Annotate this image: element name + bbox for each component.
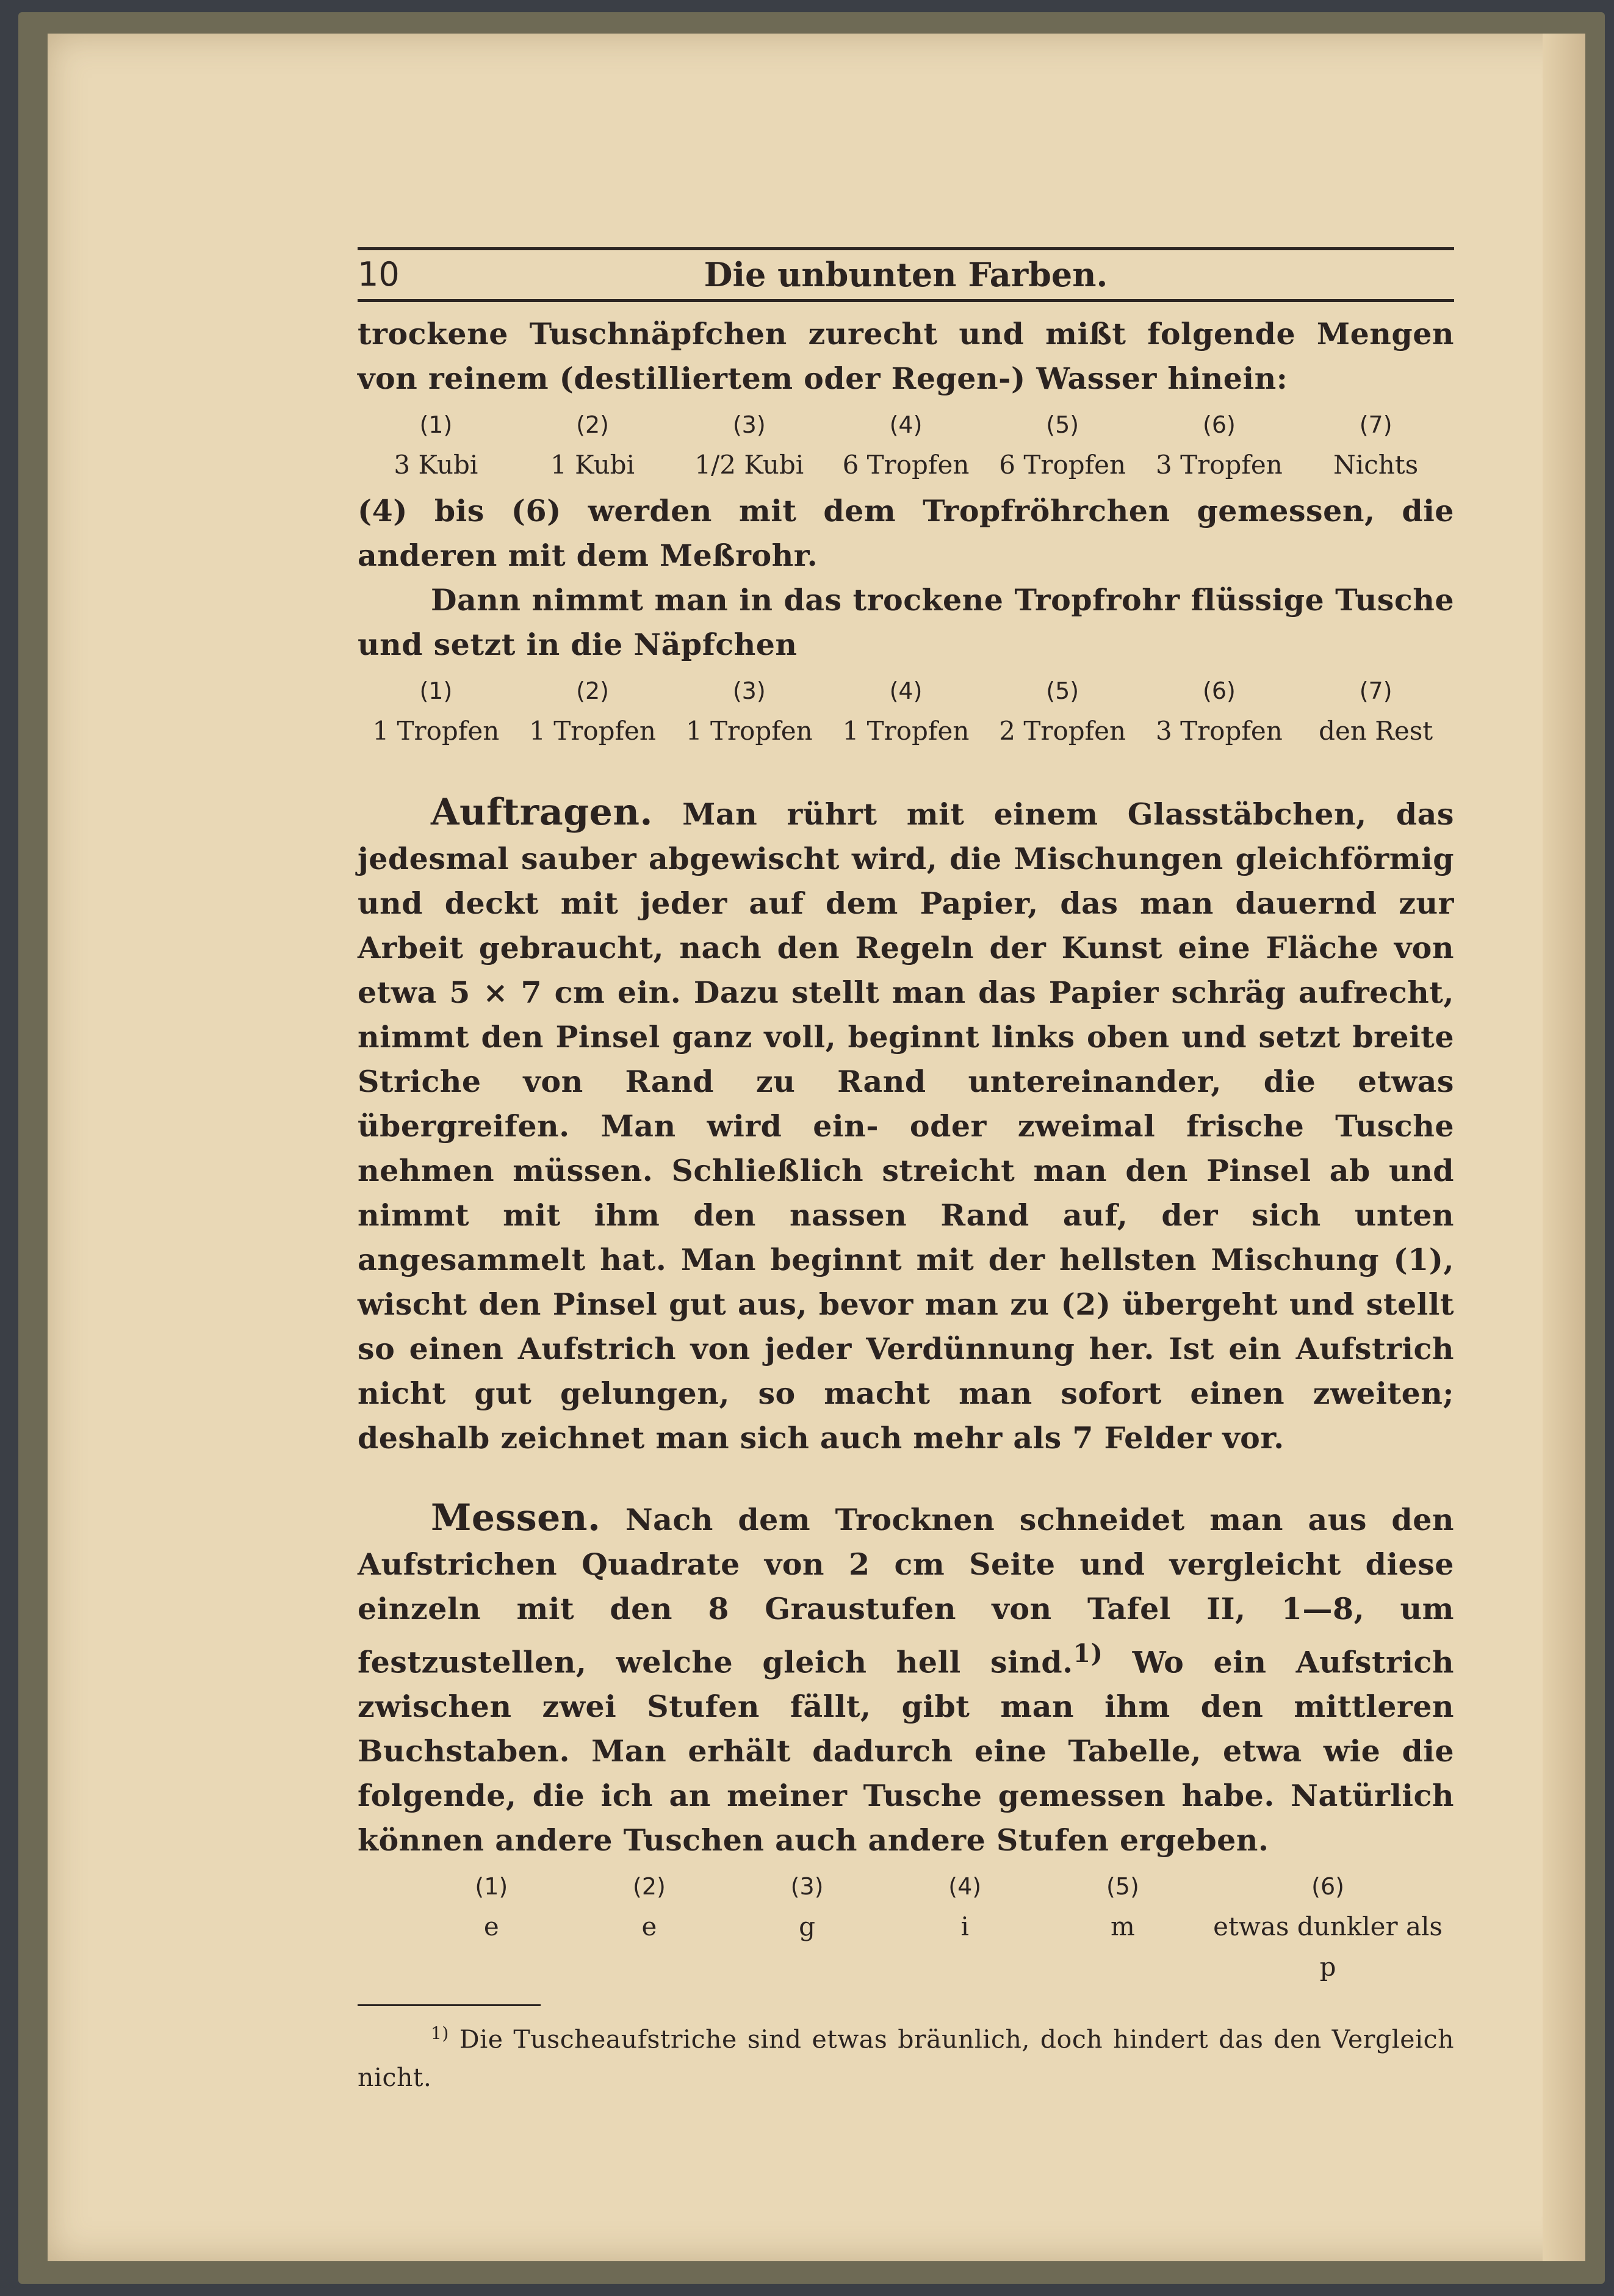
table-cell-label: (3) (732, 677, 766, 704)
table-cell-value: g (799, 1912, 816, 1942)
section-text-auftragen: Man rührt mit einem Glasstäbchen, das jedesmal sauber abgewischt wird, die Mischungen gleichförmig und deckt mit jeder auf dem Papier, das man dauernd zur Arbeit gebraucht, nach den Regeln der Kunst eine Fläche von etwa 5 × 7 cm ein. Dazu stellt man das Papier schräg aufrecht, nimmt den Pinsel ganz voll, beginnt links oben und setzt breite Striche von Rand zu Rand untereinander, die etwas übergreifen. Man wird ein- oder zweimal frische Tusche nehmen müssen. Schließlich streicht man den Pinsel ab und nimmt mit ihm den nassen Rand auf, der sich unten angesammelt hat. Man beginnt mit der hellsten Mischung (1), wischt den Pinsel gut aus, bevor man zu (2) übergeht und stellt so einen Aufstrich von jeder Verdünnung her. Ist ein Aufstrich nicht gut gelungen, so macht man sofort einen zweiten; deshalb zeichnet man sich auch mehr als 7 Felder vor. (358, 796, 1455, 1456)
table-cell-label: (4) (889, 411, 923, 438)
table-cell-label: (1) (419, 677, 453, 704)
page-content (358, 247, 1454, 2096)
paragraph-measure-note: (4) bis (6) werden mit dem Tropfröhrchen gemessen, die anderen mit dem Meßrohr. (358, 493, 1454, 573)
table-cell-value: 1 Tropfen (529, 716, 656, 746)
table-cell-label: (4) (948, 1873, 982, 1901)
table-cell-value: 6 Tropfen (842, 450, 970, 480)
table-cell-value: Nichts (1333, 450, 1419, 480)
table-cell-value: i (960, 1912, 969, 1942)
measurement-table (358, 1866, 1454, 1987)
footnote-reference: 1) (1073, 1639, 1103, 1668)
paragraph-intro: trockene Tuschnäpfchen zurecht und mißt folgende Mengen von reinem (destilliertem oder Regen-) Wasser hinein: (358, 316, 1454, 396)
water-amount-table (358, 405, 1454, 485)
table-cell-value: 3 Tropfen (1156, 716, 1283, 746)
table-cell-label: (1) (475, 1873, 508, 1901)
table-cell-label: (6) (1203, 677, 1236, 704)
book-page (48, 34, 1585, 2261)
table-cell-label: (3) (790, 1873, 824, 1901)
table-cell-label: (5) (1046, 411, 1079, 438)
page-curl (1543, 34, 1585, 2261)
table-cell-value: m (1110, 1912, 1135, 1942)
running-title: Die unbunten Farben. (704, 255, 1108, 294)
table-cell-label: (7) (1359, 677, 1392, 704)
table-cell-value: 1 Kubi (550, 450, 635, 480)
table-cell-label: (6) (1311, 1873, 1344, 1901)
section-text-messen: Nach dem Trocknen schneidet man aus den Aufstrichen Quadrate von 2 cm Seite und vergleicht diese einzeln mit den 8 Graustufen von Tafel II, 1—8, um festzustellen, welche gleich hell sind. (358, 1502, 1454, 1680)
table-cell-value: e (641, 1912, 657, 1942)
footnote-rule (358, 2004, 541, 2006)
table-cell-label: (2) (576, 677, 609, 704)
table-cell-label: (6) (1203, 411, 1236, 438)
ink-drops-table (358, 671, 1454, 751)
section-messen (358, 1496, 1454, 1863)
table-cell-value: den Rest (1319, 716, 1433, 746)
table-cell-value: e (483, 1912, 499, 1942)
table-cell-label: (5) (1106, 1873, 1139, 1901)
footnote-text: Die Tuscheaufstriche sind etwas bräunlich, doch hindert das den Vergleich nicht. (358, 2024, 1454, 2092)
section-auftragen (358, 790, 1454, 1460)
table-cell-value: 1/2 Kubi (694, 450, 804, 480)
footnote-mark: 1) (431, 2023, 449, 2044)
section-text-messen-continued: Wo ein Aufstrich zwischen zwei Stufen fällt, gibt man ihm den mittleren Buchstaben. Man erhält dadurch eine Tabelle, etwa wie die folgende, die ich an meiner Tusche gemessen habe. Natürlich können andere Tuschen auch andere Stufen ergeben. (358, 1644, 1454, 1858)
page-header (358, 250, 1454, 299)
page-number: 10 (358, 255, 400, 294)
table-cell-value: 1 Tropfen (372, 716, 500, 746)
table-cell-value: 1 Tropfen (842, 716, 970, 746)
table-cell-label: (5) (1046, 677, 1079, 704)
section-heading-messen: Messen. (431, 1496, 601, 1539)
table-cell-label: (3) (732, 411, 766, 438)
table-cell-value: 6 Tropfen (999, 450, 1126, 480)
table-cell-value: 2 Tropfen (999, 716, 1126, 746)
table-cell-label: (2) (633, 1873, 666, 1901)
table-cell-value: etwas dunkler als p (1213, 1912, 1443, 1982)
table-cell-value: 1 Tropfen (685, 716, 813, 746)
section-heading-auftragen: Auftragen. (431, 791, 653, 834)
table-cell-label: (7) (1359, 411, 1392, 438)
table-cell-value: 3 Tropfen (1156, 450, 1283, 480)
paragraph-then: Dann nimmt man in das trockene Tropfrohr flüssige Tusche und setzt in die Näpfchen (358, 582, 1454, 662)
table-cell-label: (2) (576, 411, 609, 438)
table-cell-label: (4) (889, 677, 923, 704)
footnote (358, 2015, 1454, 2096)
table-cell-label: (1) (419, 411, 453, 438)
table-cell-value: 3 Kubi (394, 450, 478, 480)
